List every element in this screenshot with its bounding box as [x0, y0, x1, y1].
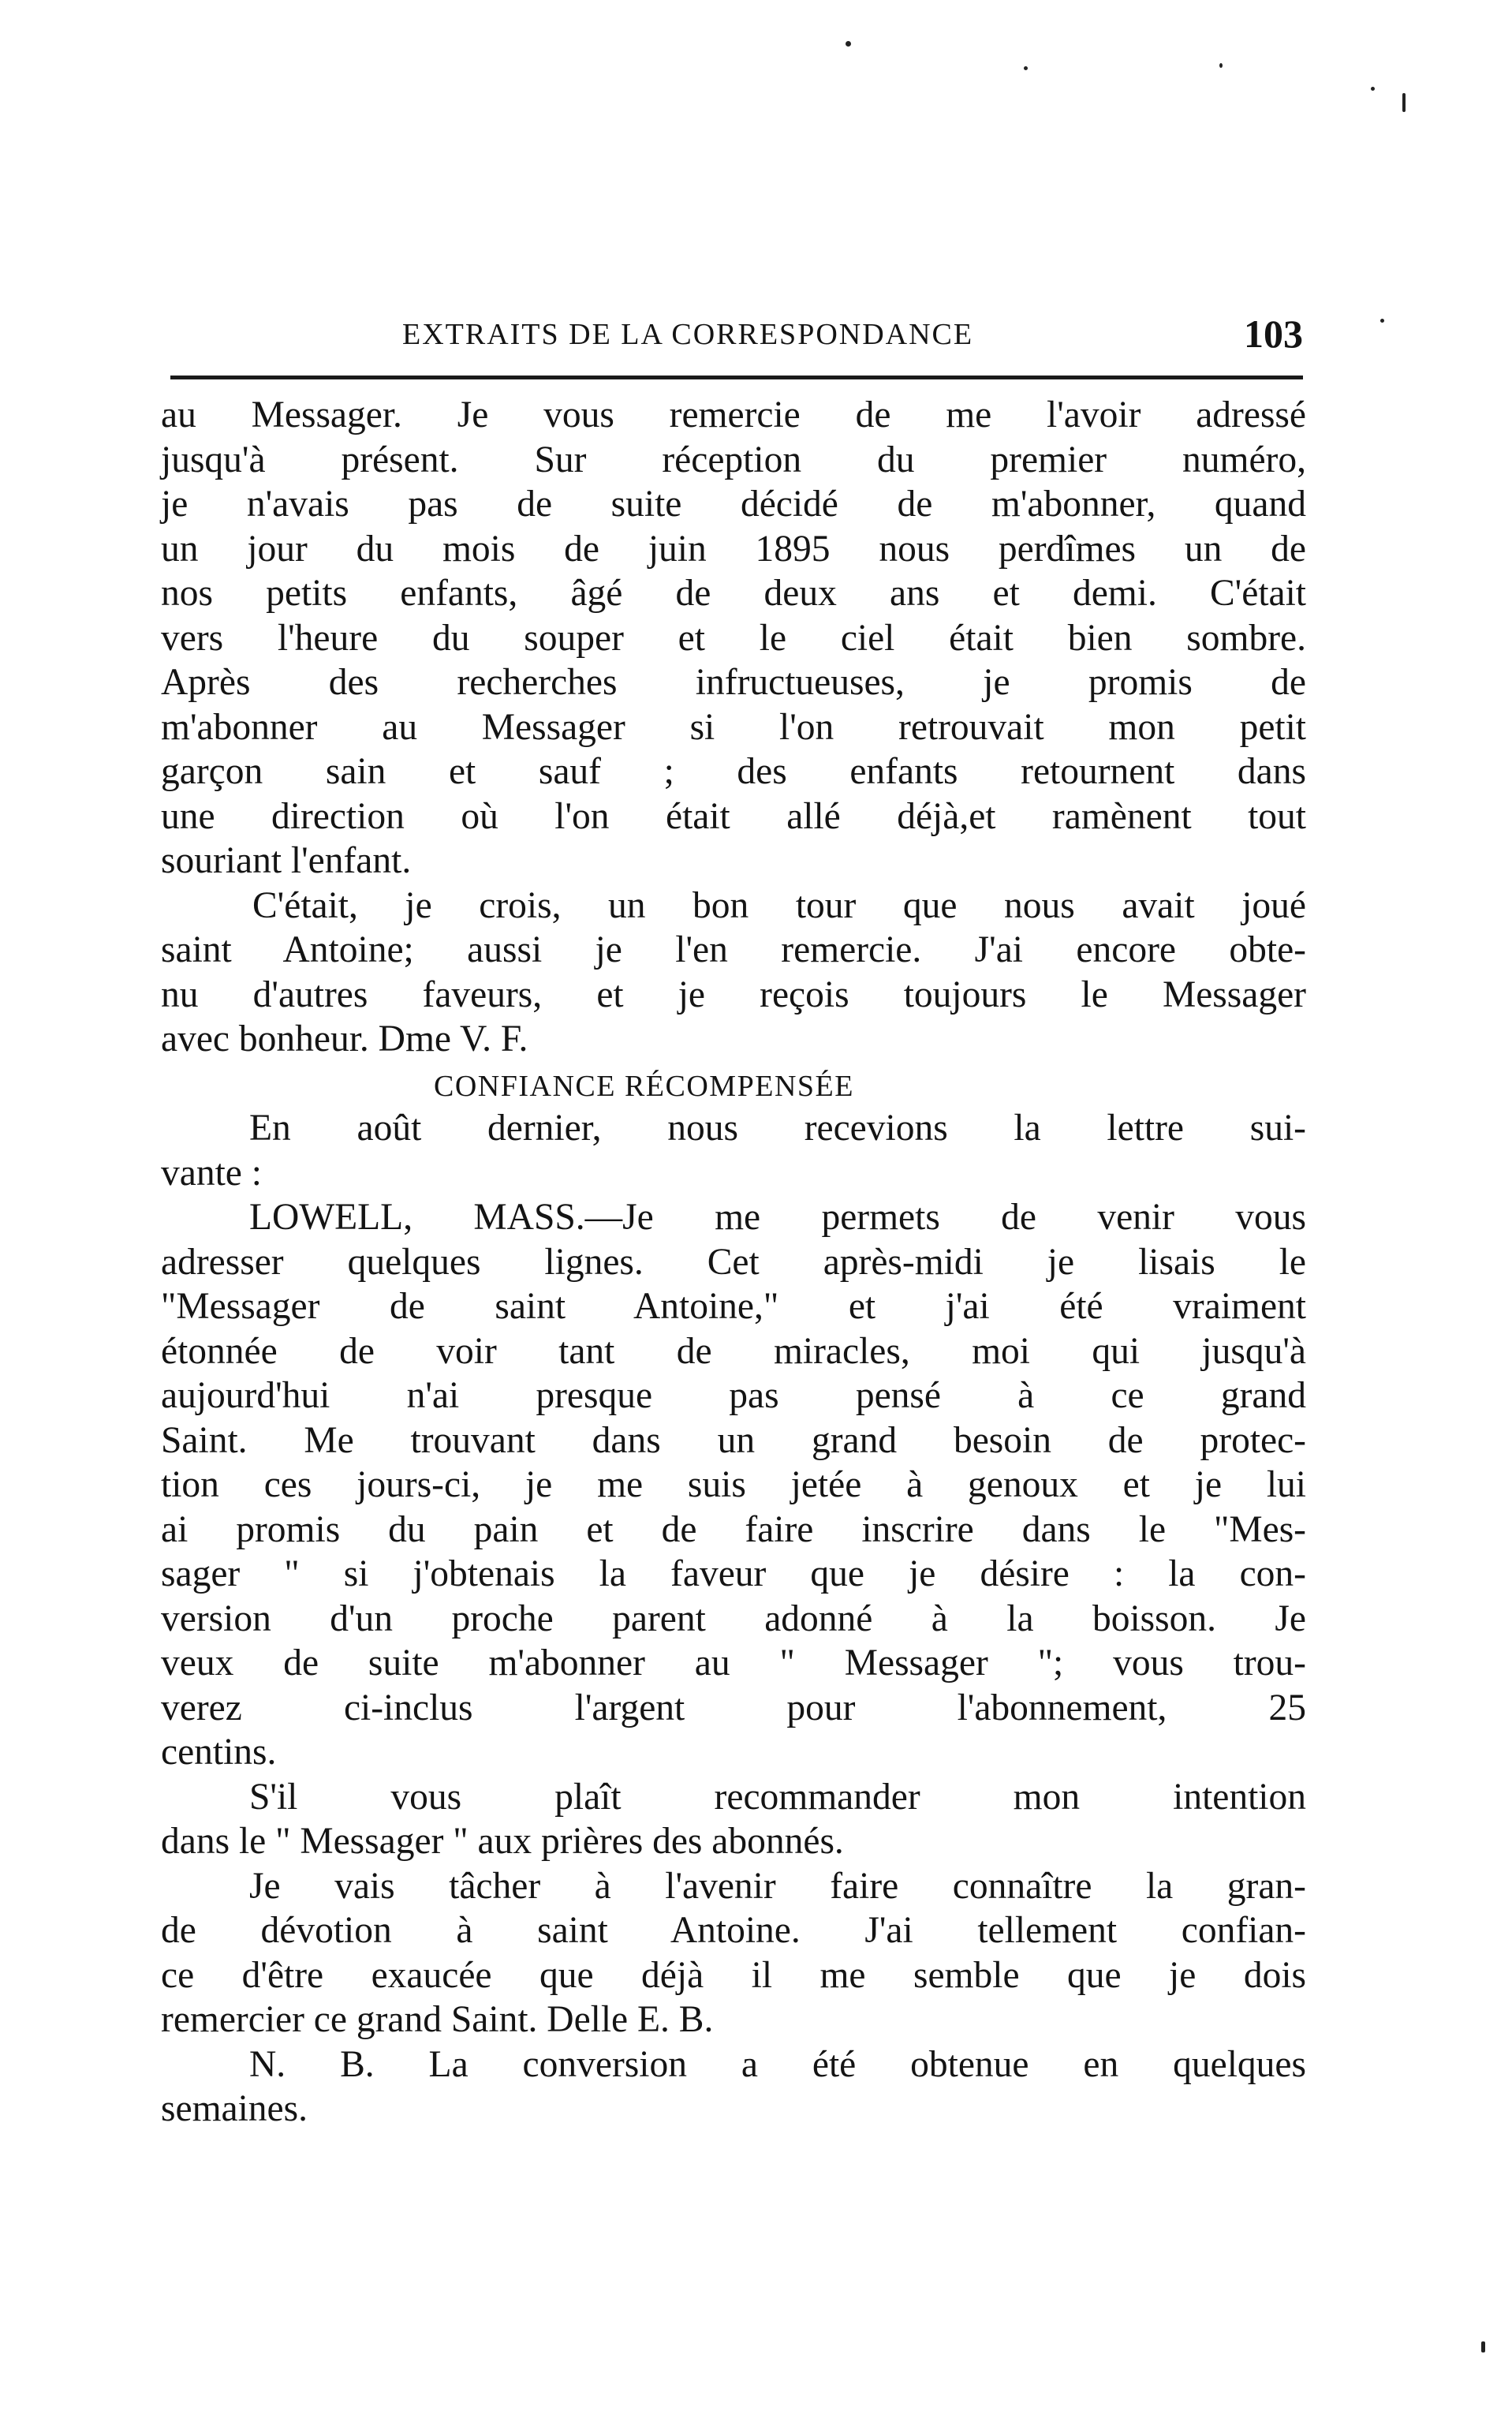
body-text [161, 393, 1306, 2132]
text-line: centins. [161, 1732, 277, 1773]
text-line: une direction où l'on était allé déjà,et ramènent tout [161, 795, 1306, 837]
text-line: veux de suite m'abonner au " Messager "; vous trou- [161, 1642, 1306, 1683]
text-line: m'abonner au Messager si l'on retrouvait mon petit [161, 706, 1306, 748]
scan-speck [1402, 93, 1406, 112]
text-line: C'était, je crois, un bon tour que nous avait joué [252, 884, 1306, 926]
text-line: "Messager de saint Antoine," et j'ai été vraiment [161, 1286, 1306, 1327]
text-line: garçon sain et sauf ; des enfants retournent dans [161, 751, 1306, 792]
text-line: Après des recherches infructueuses, je promis de [161, 662, 1306, 703]
scan-speck [1219, 63, 1223, 68]
scan-speck [1024, 66, 1028, 70]
section-heading: CONFIANCE RÉCOMPENSÉE [434, 1069, 854, 1103]
paragraph [161, 1775, 1306, 1864]
text-line: version d'un proche parent adonné à la boisson. Je [161, 1598, 1306, 1639]
text-line: souriant l'enfant. [161, 840, 412, 881]
text-line: tion ces jours-ci, je me suis jetée à genoux et je lui [161, 1464, 1306, 1505]
text-line: N. B. La conversion a été obtenue en quelques [249, 2043, 1306, 2085]
paragraph [161, 1864, 1306, 2042]
text-line: de dévotion à saint Antoine. J'ai tellement confian- [161, 1910, 1306, 1951]
text-line: semaines. [161, 2088, 308, 2129]
scan-speck [1481, 2341, 1485, 2352]
page-header [167, 311, 1303, 366]
text-line: verez ci-inclus l'argent pour l'abonnement, 25 [161, 1687, 1306, 1728]
text-line: remercier ce grand Saint. Delle E. B. [161, 1999, 714, 2040]
text-line: un jour du mois de juin 1895 nous perdîmes un de [161, 528, 1306, 570]
text-line: vante : [161, 1152, 262, 1194]
text-line: saint Antoine; aussi je l'en remercie. J'ai encore obte- [161, 929, 1306, 970]
text-line: avec bonheur. Dme V. F. [161, 1018, 528, 1059]
letter-body [161, 1195, 1306, 1775]
running-head: EXTRAITS DE LA CORRESPONDANCE [402, 318, 974, 351]
scan-speck [1380, 319, 1384, 323]
text-line: En août dernier, nous recevions la lettre sui- [249, 1108, 1306, 1149]
text-line: Saint. Me trouvant dans un grand besoin de protec- [161, 1419, 1306, 1461]
text-line: aujourd'hui n'ai presque pas pensé à ce grand [161, 1375, 1306, 1416]
scan-speck [846, 41, 851, 47]
text-line: LOWELL, MASS.—Je me permets de venir vous [249, 1197, 1306, 1238]
text-line: vers l'heure du souper et le ciel était bien sombre. [161, 617, 1306, 659]
header-rule [170, 376, 1303, 379]
paragraph [161, 393, 1306, 884]
text-line: nu d'autres faveurs, et je reçois toujours le Messager [161, 973, 1306, 1015]
text-line: sager " si j'obtenais la faveur que je désire : la con- [161, 1553, 1306, 1594]
text-line: ai promis du pain et de faire inscrire dans le "Mes- [161, 1508, 1306, 1550]
nota-bene [161, 2042, 1306, 2132]
paragraph [161, 884, 1306, 1062]
text-line: étonnée de voir tant de miracles, moi qui jusqu'à [161, 1330, 1306, 1372]
page-number: 103 [1244, 312, 1303, 356]
text-line: adresser quelques lignes. Cet après-midi je lisais le [161, 1241, 1306, 1283]
text-line: ce d'être exaucée que déjà il me semble que je dois [161, 1954, 1306, 1996]
text-line: au Messager. Je vous remercie de me l'avoir adressé [161, 394, 1306, 435]
text-line: je n'avais pas de suite décidé de m'abonner, quand [161, 484, 1306, 525]
text-line: dans le " Messager " aux prières des abonnés. [161, 1821, 844, 1862]
text-line: jusqu'à présent. Sur réception du premier numéro, [161, 439, 1306, 480]
paragraph [161, 1106, 1306, 1195]
text-line: nos petits enfants, âgé de deux ans et demi. C'était [161, 573, 1306, 614]
text-line: S'il vous plaît recommander mon intention [249, 1776, 1306, 1818]
text-line: Je vais tâcher à l'avenir faire connaître la gran- [249, 1865, 1306, 1907]
scan-speck [1371, 87, 1375, 91]
